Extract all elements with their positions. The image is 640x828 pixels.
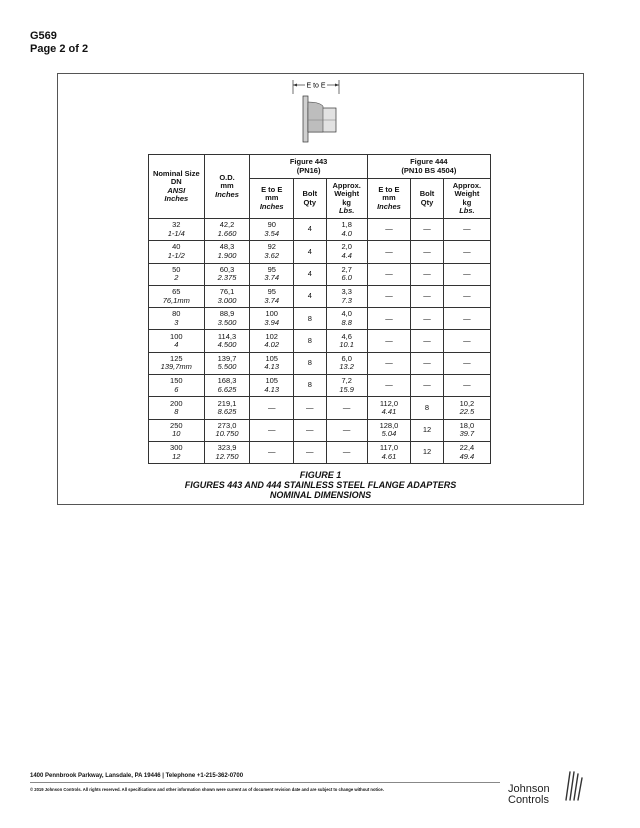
ete-444-cell: — [367, 375, 411, 397]
bolt-443-cell: 8 [293, 330, 326, 352]
od-cell: 273,0 10.750 [204, 419, 250, 441]
ete-444-cell: — [367, 352, 411, 374]
table-row [149, 263, 491, 285]
ete-443-cell: 92 3.62 [250, 241, 294, 263]
od-header: O.D. mm Inches [204, 155, 250, 219]
od-cell: 48,3 1.900 [204, 241, 250, 263]
nominal-size-cell: 100 4 [149, 330, 205, 352]
weight-444-cell: — [443, 375, 490, 397]
od-cell: 219,1 8.625 [204, 397, 250, 419]
weight-444-cell: — [443, 219, 490, 241]
bolt-444-cell: — [411, 375, 444, 397]
bolt-443-cell: 4 [293, 285, 326, 307]
weight-443-cell: — [326, 397, 367, 419]
weight-444-cell: — [443, 308, 490, 330]
ete-443-header: E to E mm Inches [250, 179, 294, 219]
document-header [30, 30, 88, 56]
dimensions-table [148, 154, 491, 464]
bolt-444-cell: — [411, 308, 444, 330]
table-row [149, 330, 491, 352]
bolt-443-cell: 8 [293, 375, 326, 397]
weight-444-cell: — [443, 263, 490, 285]
weight-444-cell: — [443, 330, 490, 352]
ete-443-cell: 102 4.02 [250, 330, 294, 352]
caption-line-1: FIGURE 1 [299, 470, 342, 480]
bolt-444-cell: — [411, 241, 444, 263]
table-row [149, 375, 491, 397]
bolt-443-cell: — [293, 419, 326, 441]
weight-443-cell: — [326, 419, 367, 441]
ete-443-cell: — [250, 397, 294, 419]
johnson-controls-mark-icon [560, 770, 584, 804]
bolt-443-cell: 4 [293, 241, 326, 263]
bolt-444-header: Bolt Qty [411, 179, 444, 219]
weight-443-header: Approx. Weight kg Lbs. [326, 179, 367, 219]
flange-adapter-drawing [291, 80, 351, 144]
weight-443-cell: 7,2 15.9 [326, 375, 367, 397]
weight-443-cell: 4,0 8.8 [326, 308, 367, 330]
weight-444-cell: 10,2 22.5 [443, 397, 490, 419]
weight-443-cell: 3,3 7.3 [326, 285, 367, 307]
ete-443-cell: — [250, 441, 294, 463]
od-cell: 76,1 3.000 [204, 285, 250, 307]
weight-443-cell: — [326, 441, 367, 463]
table-row [149, 352, 491, 374]
caption-line-3: NOMINAL DIMENSIONS [269, 490, 372, 500]
nominal-size-cell: 300 12 [149, 441, 205, 463]
table-row [149, 285, 491, 307]
bolt-444-cell: — [411, 330, 444, 352]
johnson-controls-logo [508, 770, 608, 804]
table-row [149, 219, 491, 241]
caption-line-2: FIGURES 443 AND 444 STAINLESS STEEL FLANGE ADAPTERS [184, 480, 457, 490]
table-row [149, 241, 491, 263]
ete-443-cell: — [250, 419, 294, 441]
ete-444-cell: 128,0 5.04 [367, 419, 411, 441]
weight-443-cell: 6,0 13.2 [326, 352, 367, 374]
bolt-443-cell: 8 [293, 352, 326, 374]
bolt-443-header: Bolt Qty [293, 179, 326, 219]
weight-444-cell: — [443, 241, 490, 263]
od-cell: 323,9 12.750 [204, 441, 250, 463]
bolt-443-cell: 4 [293, 263, 326, 285]
bolt-443-cell: — [293, 397, 326, 419]
figure-444-header: Figure 444 (PN10 BS 4504) [367, 155, 490, 179]
weight-444-cell: — [443, 352, 490, 374]
bolt-444-cell: — [411, 285, 444, 307]
bolt-444-cell: 12 [411, 419, 444, 441]
ete-444-cell: 112,0 4.41 [367, 397, 411, 419]
table-row [149, 441, 491, 463]
bolt-443-cell: 8 [293, 308, 326, 330]
ete-443-cell: 105 4.13 [250, 375, 294, 397]
bolt-444-cell: — [411, 263, 444, 285]
document-code: G569 [30, 30, 57, 42]
ete-444-cell: — [367, 219, 411, 241]
bolt-444-cell: — [411, 219, 444, 241]
figure-caption [57, 470, 584, 500]
ete-443-cell: 105 4.13 [250, 352, 294, 374]
ete-444-cell: — [367, 308, 411, 330]
ete-443-cell: 100 3.94 [250, 308, 294, 330]
od-cell: 139,7 5.500 [204, 352, 250, 374]
weight-443-cell: 4,6 10.1 [326, 330, 367, 352]
ete-443-cell: 95 3.74 [250, 285, 294, 307]
page-number: Page 2 of 2 [30, 43, 89, 55]
footer-address: 1400 Pennbrook Parkway, Lansdale, PA 19446 | Telephone +1-215-362-0700 [30, 773, 244, 779]
ete-444-cell: 117,0 4.61 [367, 441, 411, 463]
ete-444-cell: — [367, 241, 411, 263]
ete-444-cell: — [367, 330, 411, 352]
ete-443-cell: 90 3.54 [250, 219, 294, 241]
nominal-size-cell: 250 10 [149, 419, 205, 441]
weight-444-header: Approx. Weight kg Lbs. [443, 179, 490, 219]
nominal-size-cell: 80 3 [149, 308, 205, 330]
nominal-size-cell: 50 2 [149, 263, 205, 285]
weight-443-cell: 1,8 4.0 [326, 219, 367, 241]
od-cell: 168,3 6.625 [204, 375, 250, 397]
table-row [149, 397, 491, 419]
weight-443-cell: 2,7 6.0 [326, 263, 367, 285]
bolt-443-cell: 4 [293, 219, 326, 241]
od-cell: 88,9 3.500 [204, 308, 250, 330]
nominal-size-header: Nominal Size DN ANSI Inches [149, 155, 205, 219]
od-cell: 60,3 2.375 [204, 263, 250, 285]
weight-444-cell: 22,4 49.4 [443, 441, 490, 463]
footer-legal: © 2019 Johnson Controls. All rights reserved. All specifications and other information shown were current as of document revision date and are subject to change without notice. [30, 787, 384, 792]
nominal-size-cell: 32 1-1/4 [149, 219, 205, 241]
ete-444-header: E to E mm Inches [367, 179, 411, 219]
table-row [149, 419, 491, 441]
bolt-444-cell: — [411, 352, 444, 374]
ete-443-cell: 95 3.74 [250, 263, 294, 285]
logo-line-1: Johnson [508, 783, 550, 795]
ete-444-cell: — [367, 263, 411, 285]
table-row [149, 308, 491, 330]
nominal-size-cell: 200 8 [149, 397, 205, 419]
e-to-e-label: E to E [306, 82, 326, 90]
footer-divider [30, 782, 500, 783]
bolt-444-cell: 12 [411, 441, 444, 463]
od-cell: 42,2 1.660 [204, 219, 250, 241]
od-cell: 114,3 4.500 [204, 330, 250, 352]
ete-444-cell: — [367, 285, 411, 307]
nominal-size-cell: 125 139,7mm [149, 352, 205, 374]
nominal-size-cell: 65 76,1mm [149, 285, 205, 307]
logo-line-2: Controls [508, 794, 549, 806]
bolt-444-cell: 8 [411, 397, 444, 419]
figure-443-header: Figure 443 (PN16) [250, 155, 367, 179]
weight-443-cell: 2,0 4.4 [326, 241, 367, 263]
nominal-size-cell: 40 1-1/2 [149, 241, 205, 263]
bolt-443-cell: — [293, 441, 326, 463]
weight-444-cell: — [443, 285, 490, 307]
nominal-size-cell: 150 6 [149, 375, 205, 397]
weight-444-cell: 18,0 39.7 [443, 419, 490, 441]
